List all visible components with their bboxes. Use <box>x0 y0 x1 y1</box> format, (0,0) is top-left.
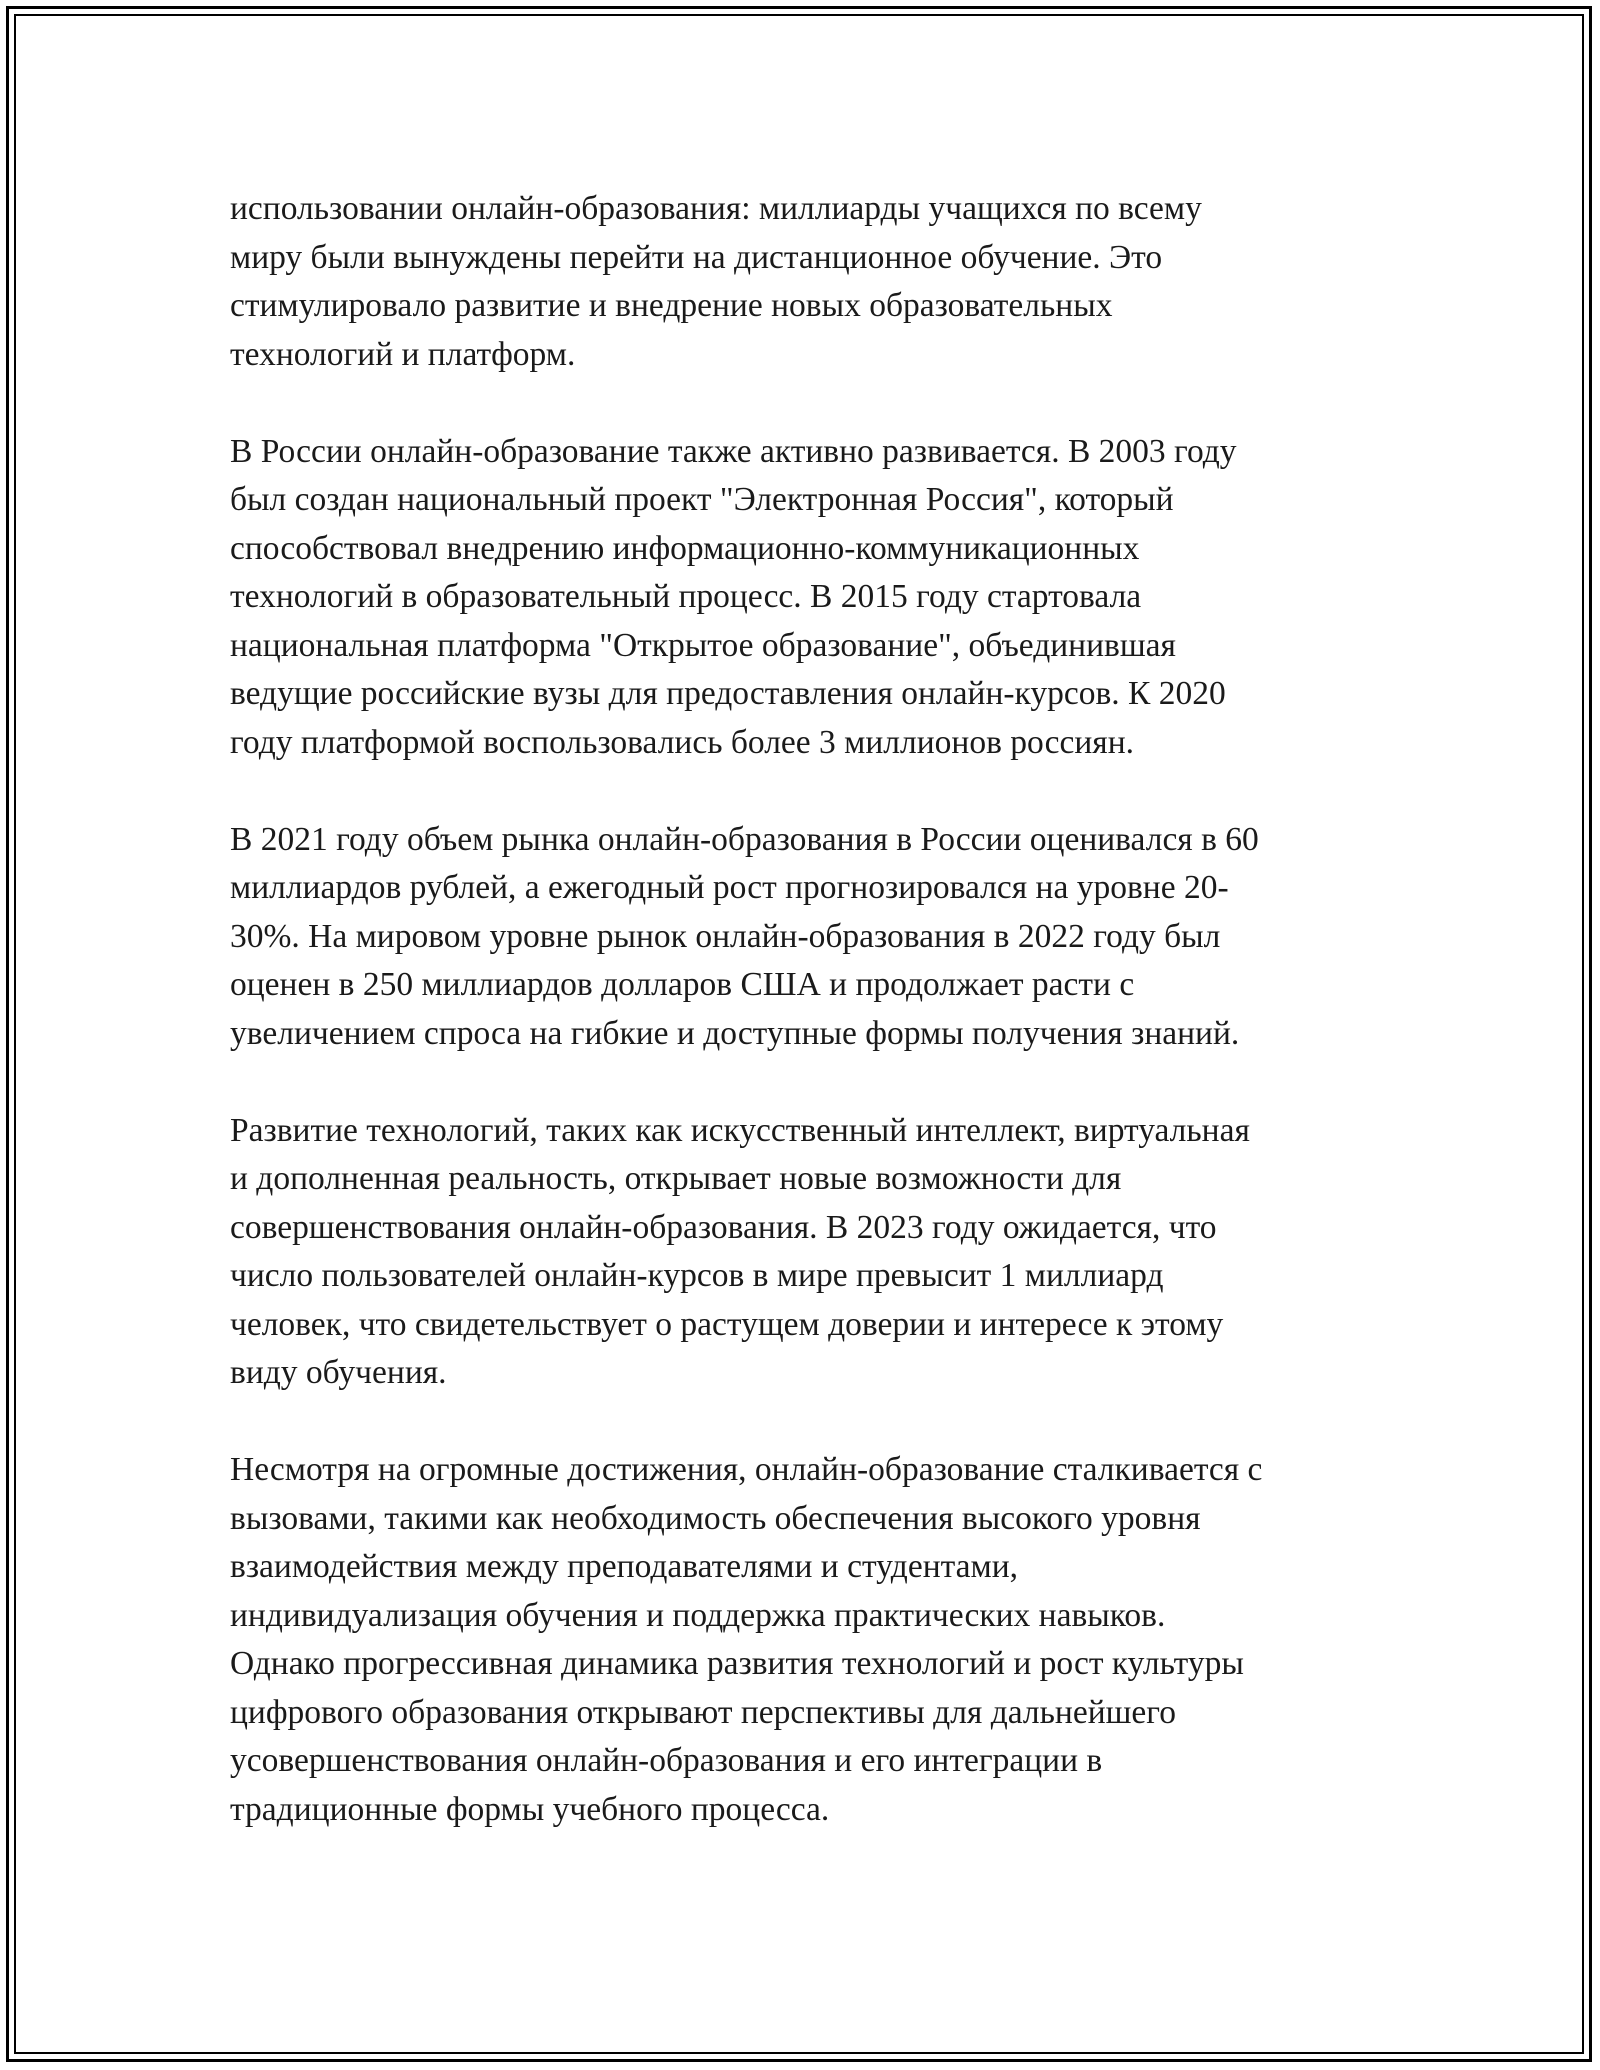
text-line: В России онлайн-образование также активно развивается. В 2003 году <box>230 432 1237 470</box>
text-line: технологий и платформ. <box>230 335 576 373</box>
paragraph-covid-online-shift <box>230 185 1390 379</box>
text-line: индивидуализация обучения и поддержка практических навыков. <box>230 1596 1166 1634</box>
paragraph-challenges <box>230 1446 1390 1834</box>
text-line: усовершенствования онлайн-образования и его интеграции в <box>230 1742 1103 1779</box>
text-line: способствовал внедрению информационно-коммуникационных <box>230 529 1140 567</box>
document-body <box>230 185 1390 1883</box>
text-line: число пользователей онлайн-курсов в мире превысит 1 миллиард <box>230 1257 1164 1294</box>
text-line: оценен в 250 миллиардов долларов США и продолжает расти с <box>230 966 1135 1003</box>
text-line: Однако прогрессивная динамика развития технологий и рост культуры <box>230 1645 1244 1682</box>
paragraph-russia-development <box>230 428 1390 768</box>
text-line: и дополненная реальность, открывает новые возможности для <box>230 1160 1122 1197</box>
text-line: совершенствования онлайн-образования. В 2023 году ожидается, что <box>230 1208 1217 1246</box>
text-line: взаимодействия между преподавателями и студентами, <box>230 1548 1019 1585</box>
paragraph-technology <box>230 1107 1390 1398</box>
text-line: миллиардов рублей, а ежегодный рост прогнозировался на уровне 20- <box>230 869 1229 906</box>
text-line: вызовами, такими как необходимость обеспечения высокого уровня <box>230 1499 1201 1537</box>
text-line: Развитие технологий, таких как искусственный интеллект, виртуальная <box>230 1111 1250 1149</box>
text-line: году платформой воспользовались более 3 миллионов россиян. <box>230 723 1134 761</box>
text-line: В 2021 году объем рынка онлайн-образования в России оценивался в 60 <box>230 820 1259 858</box>
text-line: ведущие российские вузы для предоставления онлайн-курсов. К 2020 <box>230 675 1226 712</box>
text-line: увеличением спроса на гибкие и доступные формы получения знаний. <box>230 1014 1240 1052</box>
text-line: 30%. На мировом уровне рынок онлайн-образования в 2022 году был <box>230 917 1221 955</box>
text-line: миру были вынуждены перейти на дистанционное обучение. Это <box>230 238 1163 276</box>
text-line: традиционные формы учебного процесса. <box>230 1790 830 1828</box>
paragraph-market-size <box>230 816 1390 1059</box>
text-line: виду обучения. <box>230 1354 447 1391</box>
text-line: технологий в образовательный процесс. В 2015 году стартовала <box>230 578 1142 615</box>
text-line: национальная платформа "Открытое образование", объединившая <box>230 626 1176 664</box>
text-line: был создан национальный проект "Электронная Россия", который <box>230 481 1174 518</box>
text-line: использовании онлайн-образования: миллиарды учащихся по всему <box>230 190 1202 227</box>
text-line: цифрового образования открывают перспективы для дальнейшего <box>230 1693 1176 1731</box>
text-line: Несмотря на огромные достижения, онлайн-образование сталкивается с <box>230 1451 1263 1488</box>
text-line: стимулировало развитие и внедрение новых образовательных <box>230 287 1113 324</box>
text-line: человек, что свидетельствует о растущем доверии и интересе к этому <box>230 1305 1224 1343</box>
